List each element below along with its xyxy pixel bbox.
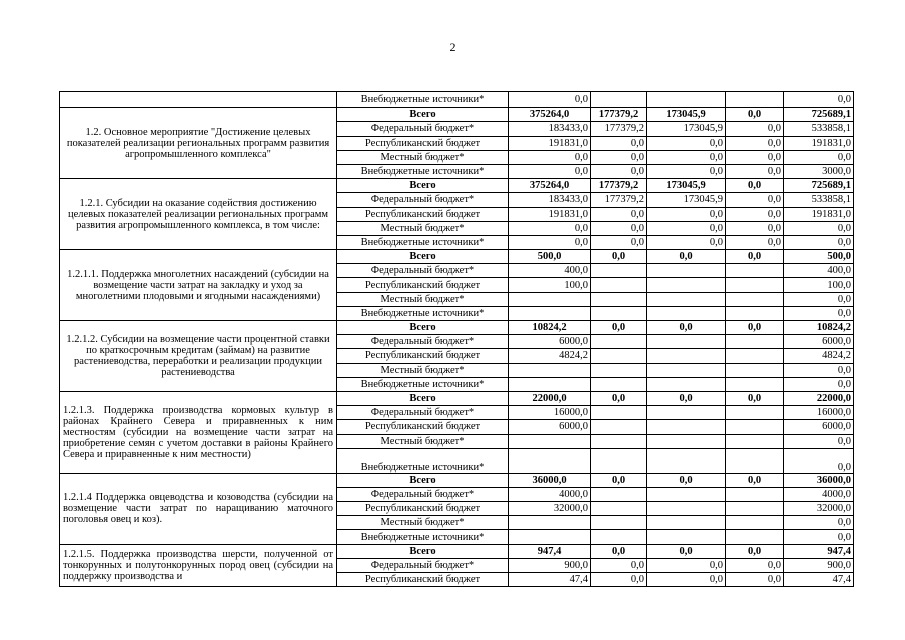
funding-source: Внебюджетные источники* <box>337 235 509 249</box>
amount-cell: 947,4 <box>509 544 591 558</box>
amount-cell <box>647 502 726 516</box>
amount-cell <box>726 487 784 501</box>
table-row <box>60 179 854 193</box>
amount-cell: 500,0 <box>509 250 591 264</box>
funding-source: Республиканский бюджет <box>337 573 509 587</box>
amount-cell: 0,0 <box>784 221 854 235</box>
funding-source: Федеральный бюджет* <box>337 406 509 420</box>
funding-source: Республиканский бюджет <box>337 136 509 150</box>
funding-source: Местный бюджет* <box>337 363 509 377</box>
amount-cell <box>726 335 784 349</box>
amount-cell: 0,0 <box>784 235 854 249</box>
amount-cell <box>726 92 784 108</box>
funding-source: Внебюджетные источники* <box>337 92 509 108</box>
funding-source: Республиканский бюджет <box>337 349 509 363</box>
amount-cell: 10824,2 <box>509 321 591 335</box>
amount-cell <box>726 264 784 278</box>
amount-cell <box>726 278 784 292</box>
amount-cell <box>509 306 591 320</box>
activity-description: 1.2.1.2. Субсидии на возмещение части процентной ставки по краткосрочным кредитам (займам) на развитие растениеводства, переработки и реализации продукции растениеводства <box>60 321 337 392</box>
amount-cell: 0,0 <box>647 207 726 221</box>
amount-cell: 533858,1 <box>784 122 854 136</box>
funding-source: Местный бюджет* <box>337 150 509 164</box>
funding-source: Республиканский бюджет <box>337 278 509 292</box>
funding-source: Местный бюджет* <box>337 292 509 306</box>
amount-cell: 0,0 <box>726 122 784 136</box>
amount-cell: 725689,1 <box>784 179 854 193</box>
amount-cell <box>726 349 784 363</box>
amount-cell <box>509 530 591 544</box>
funding-source: Внебюджетные источники* <box>337 448 509 473</box>
amount-cell: 177379,2 <box>591 122 647 136</box>
table-row <box>60 473 854 487</box>
amount-cell <box>726 434 784 448</box>
amount-cell: 177379,2 <box>591 179 647 193</box>
amount-cell: 0,0 <box>509 164 591 178</box>
amount-cell: 0,0 <box>647 150 726 164</box>
amount-cell: 375264,0 <box>509 179 591 193</box>
amount-cell: 22000,0 <box>509 391 591 405</box>
amount-cell <box>591 377 647 391</box>
amount-cell <box>647 278 726 292</box>
amount-cell: 22000,0 <box>784 391 854 405</box>
amount-cell <box>591 264 647 278</box>
amount-cell: 173045,9 <box>647 122 726 136</box>
table-row <box>60 321 854 335</box>
funding-source: Республиканский бюджет <box>337 502 509 516</box>
amount-cell <box>647 349 726 363</box>
amount-cell: 0,0 <box>784 92 854 108</box>
amount-cell <box>509 377 591 391</box>
funding-source: Федеральный бюджет* <box>337 264 509 278</box>
amount-cell: 100,0 <box>509 278 591 292</box>
funding-source: Внебюджетные источники* <box>337 306 509 320</box>
amount-cell: 0,0 <box>647 164 726 178</box>
amount-cell <box>647 306 726 320</box>
amount-cell <box>591 349 647 363</box>
amount-cell: 0,0 <box>591 235 647 249</box>
amount-cell <box>647 264 726 278</box>
funding-source: Внебюджетные источники* <box>337 530 509 544</box>
amount-cell: 0,0 <box>726 164 784 178</box>
amount-cell: 4000,0 <box>784 487 854 501</box>
amount-cell <box>509 448 591 473</box>
amount-cell: 0,0 <box>647 558 726 572</box>
amount-cell: 183433,0 <box>509 122 591 136</box>
amount-cell: 0,0 <box>784 434 854 448</box>
amount-cell: 100,0 <box>784 278 854 292</box>
amount-cell: 4000,0 <box>509 487 591 501</box>
amount-cell: 0,0 <box>591 164 647 178</box>
amount-cell: 0,0 <box>726 193 784 207</box>
funding-source: Внебюджетные источники* <box>337 377 509 391</box>
amount-cell <box>647 363 726 377</box>
amount-cell: 191831,0 <box>509 136 591 150</box>
amount-cell <box>647 487 726 501</box>
funding-source: Всего <box>337 321 509 335</box>
amount-cell: 0,0 <box>591 573 647 587</box>
activity-description <box>60 92 337 108</box>
amount-cell: 375264,0 <box>509 108 591 122</box>
amount-cell <box>726 406 784 420</box>
amount-cell: 0,0 <box>726 221 784 235</box>
amount-cell: 0,0 <box>591 221 647 235</box>
funding-source: Федеральный бюджет* <box>337 487 509 501</box>
amount-cell <box>591 292 647 306</box>
funding-source: Всего <box>337 391 509 405</box>
amount-cell: 36000,0 <box>509 473 591 487</box>
amount-cell: 0,0 <box>509 150 591 164</box>
amount-cell <box>647 292 726 306</box>
amount-cell: 0,0 <box>509 221 591 235</box>
amount-cell: 0,0 <box>726 250 784 264</box>
amount-cell: 0,0 <box>784 377 854 391</box>
amount-cell <box>591 530 647 544</box>
amount-cell: 0,0 <box>591 136 647 150</box>
amount-cell: 0,0 <box>784 306 854 320</box>
amount-cell: 16000,0 <box>509 406 591 420</box>
amount-cell: 400,0 <box>509 264 591 278</box>
amount-cell: 900,0 <box>509 558 591 572</box>
amount-cell: 10824,2 <box>784 321 854 335</box>
amount-cell: 173045,9 <box>647 108 726 122</box>
amount-cell <box>509 292 591 306</box>
amount-cell: 0,0 <box>591 207 647 221</box>
amount-cell: 0,0 <box>591 473 647 487</box>
amount-cell: 500,0 <box>784 250 854 264</box>
amount-cell <box>726 306 784 320</box>
funding-source: Федеральный бюджет* <box>337 193 509 207</box>
amount-cell: 4824,2 <box>509 349 591 363</box>
amount-cell: 0,0 <box>647 544 726 558</box>
budget-table <box>59 91 854 587</box>
amount-cell <box>591 434 647 448</box>
amount-cell: 0,0 <box>509 235 591 249</box>
amount-cell: 0,0 <box>726 235 784 249</box>
amount-cell: 533858,1 <box>784 193 854 207</box>
amount-cell <box>509 434 591 448</box>
amount-cell: 4824,2 <box>784 349 854 363</box>
amount-cell: 0,0 <box>726 391 784 405</box>
amount-cell <box>726 516 784 530</box>
amount-cell: 0,0 <box>726 573 784 587</box>
amount-cell: 191831,0 <box>784 207 854 221</box>
amount-cell: 0,0 <box>647 235 726 249</box>
amount-cell: 6000,0 <box>784 335 854 349</box>
amount-cell <box>591 406 647 420</box>
amount-cell <box>647 516 726 530</box>
amount-cell <box>591 487 647 501</box>
amount-cell <box>647 530 726 544</box>
amount-cell: 47,4 <box>509 573 591 587</box>
amount-cell: 0,0 <box>591 558 647 572</box>
amount-cell <box>647 92 726 108</box>
amount-cell: 0,0 <box>509 92 591 108</box>
table-row <box>60 92 854 108</box>
amount-cell <box>726 420 784 434</box>
amount-cell <box>591 502 647 516</box>
amount-cell: 0,0 <box>726 136 784 150</box>
amount-cell: 3000,0 <box>784 164 854 178</box>
amount-cell: 6000,0 <box>509 335 591 349</box>
amount-cell: 0,0 <box>647 391 726 405</box>
amount-cell <box>726 530 784 544</box>
amount-cell: 0,0 <box>647 473 726 487</box>
amount-cell <box>591 92 647 108</box>
activity-description: 1.2.1.1. Поддержка многолетних насаждений (субсидии на возмещение части затрат на закладку и уход за многолетними плодовыми и ягодными насаждениями) <box>60 250 337 321</box>
amount-cell: 47,4 <box>784 573 854 587</box>
amount-cell <box>591 335 647 349</box>
amount-cell <box>591 420 647 434</box>
activity-description: 1.2.1. Субсидии на оказание содействия достижению целевых показателей реализации региональных программ развития агропромышленного комплекса, в том числе: <box>60 179 337 250</box>
activity-description: 1.2. Основное мероприятие "Достижение целевых показателей реализации региональных программ развития агропромышленного комплекса" <box>60 108 337 179</box>
amount-cell: 32000,0 <box>784 502 854 516</box>
amount-cell <box>591 448 647 473</box>
activity-description: 1.2.1.4 Поддержка овцеводства и козоводства (субсидии на возмещение части затрат по наращиванию маточного поголовья овец и коз). <box>60 473 337 544</box>
table-row <box>60 544 854 558</box>
amount-cell: 0,0 <box>726 473 784 487</box>
amount-cell: 16000,0 <box>784 406 854 420</box>
amount-cell <box>726 448 784 473</box>
amount-cell: 0,0 <box>784 516 854 530</box>
amount-cell: 0,0 <box>726 207 784 221</box>
funding-source: Внебюджетные источники* <box>337 164 509 178</box>
funding-source: Республиканский бюджет <box>337 420 509 434</box>
amount-cell: 400,0 <box>784 264 854 278</box>
amount-cell: 6000,0 <box>509 420 591 434</box>
funding-source: Федеральный бюджет* <box>337 558 509 572</box>
amount-cell: 0,0 <box>784 292 854 306</box>
amount-cell: 0,0 <box>591 250 647 264</box>
amount-cell: 0,0 <box>591 391 647 405</box>
funding-source: Всего <box>337 250 509 264</box>
amount-cell: 0,0 <box>591 150 647 164</box>
amount-cell <box>591 363 647 377</box>
amount-cell: 36000,0 <box>784 473 854 487</box>
amount-cell: 0,0 <box>647 250 726 264</box>
funding-source: Всего <box>337 179 509 193</box>
amount-cell <box>647 335 726 349</box>
page-number: 2 <box>449 40 456 54</box>
funding-source: Федеральный бюджет* <box>337 335 509 349</box>
amount-cell <box>591 306 647 320</box>
amount-cell <box>509 516 591 530</box>
amount-cell: 0,0 <box>591 321 647 335</box>
amount-cell: 191831,0 <box>509 207 591 221</box>
amount-cell: 947,4 <box>784 544 854 558</box>
table-row <box>60 250 854 264</box>
amount-cell: 0,0 <box>784 530 854 544</box>
amount-cell: 173045,9 <box>647 193 726 207</box>
amount-cell: 0,0 <box>591 544 647 558</box>
amount-cell: 32000,0 <box>509 502 591 516</box>
amount-cell <box>647 448 726 473</box>
amount-cell: 6000,0 <box>784 420 854 434</box>
amount-cell <box>647 420 726 434</box>
amount-cell: 900,0 <box>784 558 854 572</box>
amount-cell <box>647 406 726 420</box>
amount-cell <box>726 502 784 516</box>
funding-source: Всего <box>337 473 509 487</box>
funding-source: Местный бюджет* <box>337 221 509 235</box>
amount-cell: 0,0 <box>726 321 784 335</box>
amount-cell <box>726 377 784 391</box>
amount-cell: 725689,1 <box>784 108 854 122</box>
amount-cell: 0,0 <box>647 221 726 235</box>
amount-cell: 0,0 <box>726 544 784 558</box>
amount-cell <box>726 363 784 377</box>
table-row <box>60 108 854 122</box>
amount-cell <box>591 278 647 292</box>
funding-source: Всего <box>337 108 509 122</box>
amount-cell: 183433,0 <box>509 193 591 207</box>
amount-cell: 0,0 <box>726 150 784 164</box>
funding-source: Федеральный бюджет* <box>337 122 509 136</box>
funding-source: Республиканский бюджет <box>337 207 509 221</box>
amount-cell: 0,0 <box>784 448 854 473</box>
amount-cell: 0,0 <box>647 321 726 335</box>
amount-cell <box>647 377 726 391</box>
amount-cell: 173045,9 <box>647 179 726 193</box>
funding-source: Всего <box>337 544 509 558</box>
amount-cell: 0,0 <box>647 573 726 587</box>
amount-cell: 0,0 <box>647 136 726 150</box>
amount-cell: 177379,2 <box>591 108 647 122</box>
amount-cell: 0,0 <box>726 108 784 122</box>
amount-cell: 0,0 <box>726 558 784 572</box>
funding-source: Местный бюджет* <box>337 434 509 448</box>
activity-description: 1.2.1.5. Поддержка производства шерсти, полученной от тонкорунных и полутонкорунных пород овец (субсидии на поддержку производства и <box>60 544 337 587</box>
amount-cell <box>509 363 591 377</box>
funding-source: Местный бюджет* <box>337 516 509 530</box>
amount-cell <box>726 292 784 306</box>
amount-cell: 177379,2 <box>591 193 647 207</box>
amount-cell <box>591 516 647 530</box>
amount-cell: 0,0 <box>784 150 854 164</box>
amount-cell: 0,0 <box>784 363 854 377</box>
amount-cell: 0,0 <box>726 179 784 193</box>
activity-description: 1.2.1.3. Поддержка производства кормовых культур в районах Крайнего Севера и приравненных к ним местностям (субсидии на возмещение части затрат на приобретение семян с учетом доставки в районы Крайнего Севера и приравненные к ним местности) <box>60 391 337 473</box>
amount-cell <box>647 434 726 448</box>
amount-cell: 191831,0 <box>784 136 854 150</box>
table-row <box>60 391 854 405</box>
